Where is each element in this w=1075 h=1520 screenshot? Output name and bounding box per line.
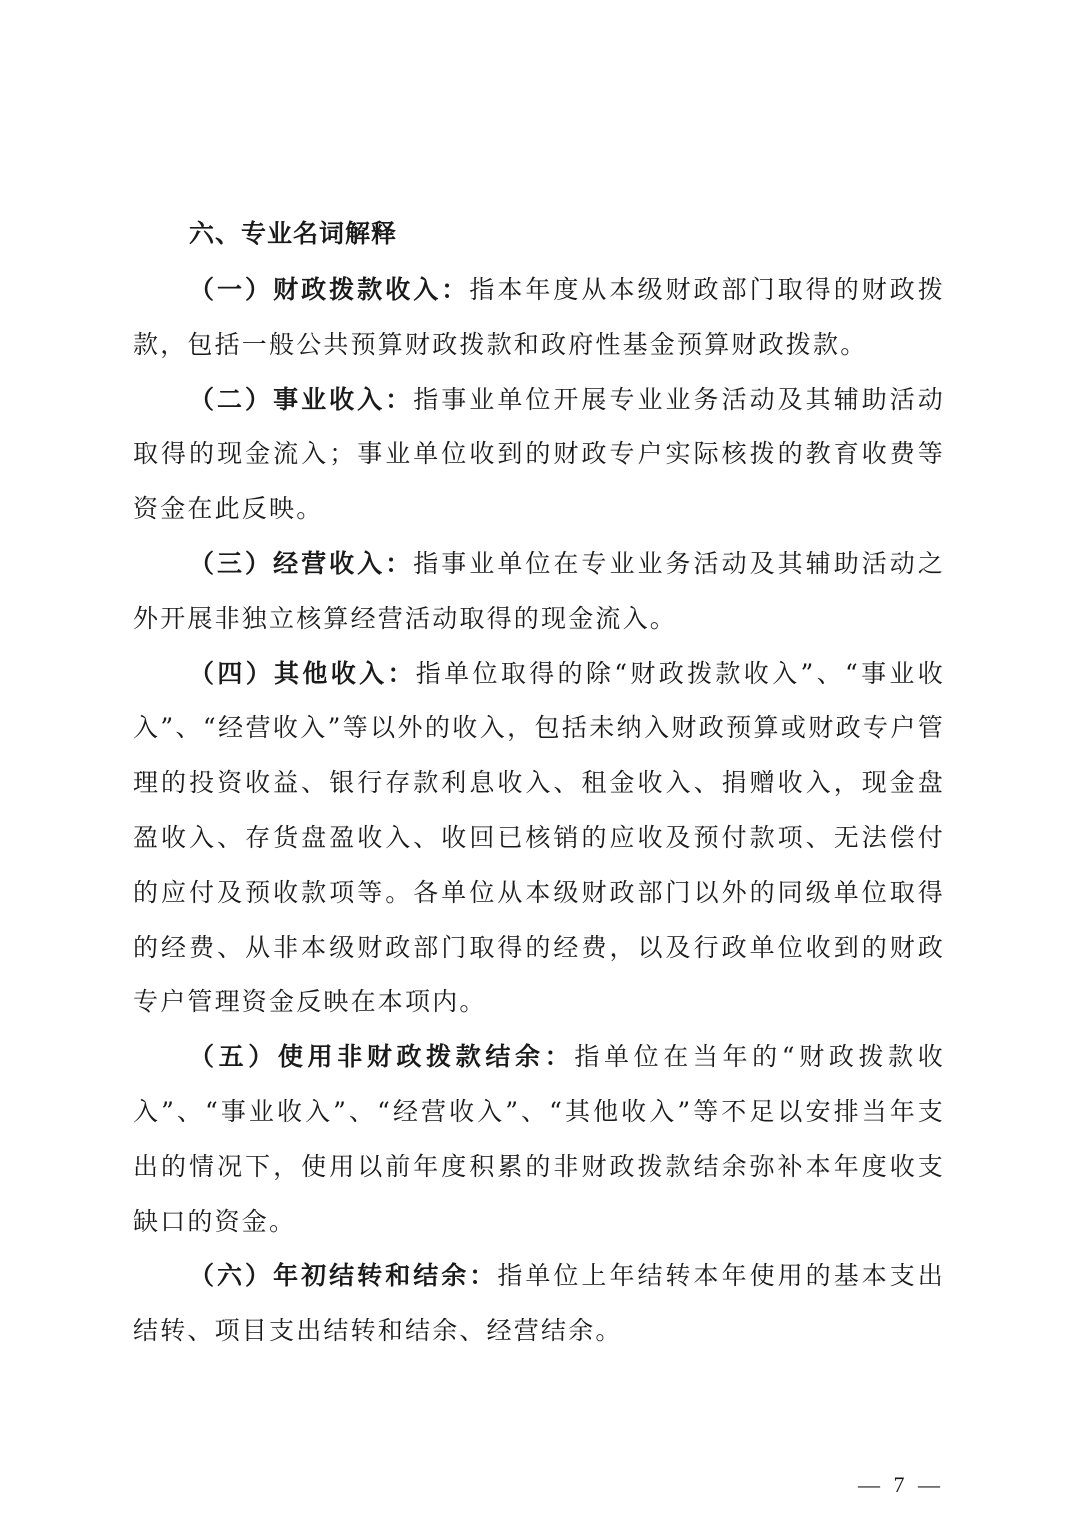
- definition-text: 指事业单位在专业业务活动及其辅助活动之外开展非独立核算经营活动取得的现金流入。: [133, 548, 945, 633]
- definition-paragraph: [133, 647, 945, 1031]
- definition-text: 指单位上年结转本年使用的基本支出结转、项目支出结转和结余、经营结余。: [133, 1261, 946, 1346]
- definition-paragraph: [133, 537, 945, 647]
- definition-paragraph: [133, 1249, 945, 1359]
- definition-paragraph: [133, 373, 945, 537]
- definition-term: （三）经营收入：: [189, 548, 414, 578]
- definition-term: （四）其他收入：: [189, 658, 416, 688]
- section-heading: 六、专业名词解释: [189, 219, 398, 248]
- definition-term: （一）财政拨款收入：: [189, 275, 470, 304]
- definition-text: 指本年度从本级财政部门取得的财政拨款，包括一般公共预算财政拨款和政府性基金预算财政拨款。: [133, 275, 945, 359]
- definition-term: （二）事业收入：: [189, 384, 414, 414]
- definition-paragraph: [133, 263, 945, 373]
- definition-text: 指单位取得的除“财政拨款收入”、“事业收入”、“经营收入”等以外的收入，包括未纳入财政预算或财政专户管理的投资收益、银行存款利息收入、租金收入、捐赠收入，现金盘盈收入、存货盘盈收入、收回已核销的应收及预付款项、无法偿付的应付及预收款项等。各单位从本级财政部门以外的同级单位取得的经费、从非本级财政部门取得的经费，以及行政单位收到的财政专户管理资金反映在本项内。: [133, 658, 945, 1017]
- document-body: [133, 205, 945, 1359]
- definition-term: （五）使用非财政拨款结余：: [189, 1042, 575, 1072]
- definition-text: 指单位在当年的“财政拨款收入”、“事业收入”、“经营收入”、“其他收入”等不足以安排当年支出的情况下，使用以前年度积累的非财政拨款结余弥补本年度收支缺口的资金。: [133, 1042, 945, 1236]
- page-number: — 7 —: [858, 1472, 944, 1497]
- definition-term: （六）年初结转和结余：: [189, 1261, 498, 1291]
- definition-paragraph: [133, 1030, 945, 1249]
- definition-text: 指事业单位开展专业业务活动及其辅助活动取得的现金流入；事业单位收到的财政专户实际核拨的教育收费等资金在此反映。: [133, 384, 945, 524]
